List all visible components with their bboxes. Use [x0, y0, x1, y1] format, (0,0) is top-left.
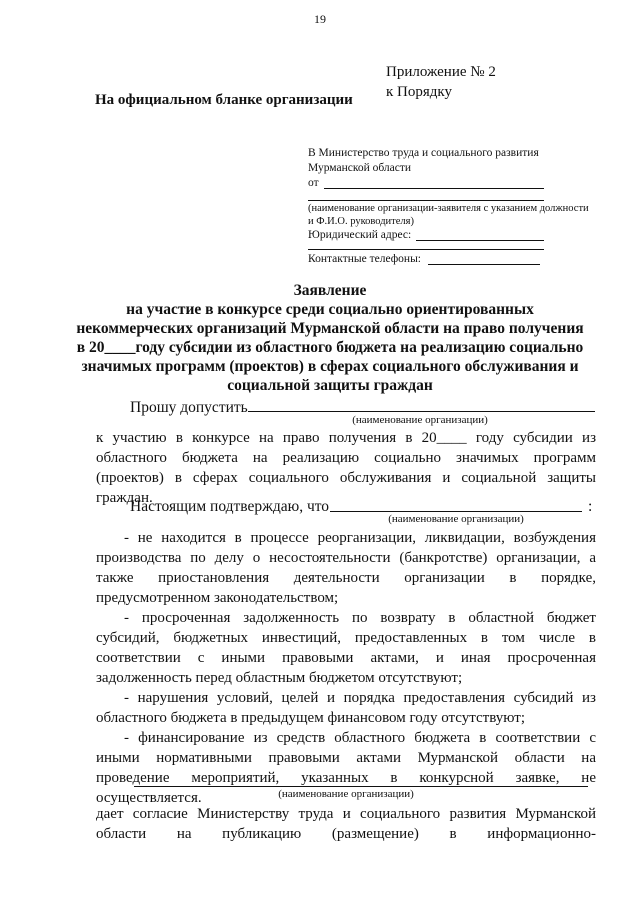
org-caption-1: (наименование организации) [352, 414, 488, 426]
para1-line2: областного бюджета на реализацию социально значимых программ [96, 450, 596, 466]
bullet2-line1: - просроченная задолженность по возврату в областной бюджет [124, 610, 596, 626]
para1-line3: (проектов) в сферах социального обслуживания и социальной защиты [96, 470, 596, 486]
confirm-label: Настоящим подтверждаю, что [130, 498, 330, 515]
page-number: 19 [314, 12, 326, 26]
statement-heading: Заявление [293, 282, 367, 299]
phones-label: Контактные телефоны: [308, 253, 421, 265]
bullet4-line1: - финансирование из средств областного бюджета в соответствии с [124, 730, 596, 746]
title-line2: некоммерческих организаций Мурманской области на право получения [76, 320, 584, 337]
para1-line4: граждан. [96, 490, 153, 506]
bullet1-line4: предусмотренном законодательством; [96, 590, 339, 606]
bullet3-line1: - нарушения условий, целей и порядка предоставления субсидий из [124, 690, 596, 706]
para1-line1: к участию в конкурсе на право получения в 20____ году субсидии из [96, 430, 596, 446]
appendix-line1: Приложение № 2 [386, 64, 496, 80]
bullet4-line4: осуществляется. [96, 790, 202, 806]
request-label: Прошу допустить [130, 399, 248, 416]
addressee-line1: В Министерство труда и социального развития [308, 147, 539, 159]
from-underline [324, 188, 544, 189]
bullet1-line3: также приостановления деятельности организации в порядке, [96, 570, 596, 586]
confirm-colon: : [588, 498, 593, 515]
bullet3-line2: областного бюджета в предыдущем финансовом году отсутствуют; [96, 710, 525, 726]
applicant-caption-line2: и Ф.И.О. руководителя) [308, 216, 414, 227]
consent-line2: области на публикацию (размещение) в информационно- [96, 826, 596, 842]
bullet2-line2: субсидий, бюджетных инвестиций, предоставленных в том числе в [96, 630, 596, 646]
bullet4-line3: проведение мероприятий, указанных в конкурсной заявке, не [96, 770, 596, 786]
legal-address-label: Юридический адрес: [308, 229, 412, 241]
consent-org-underline [134, 786, 588, 787]
legal-address-underline-2 [308, 249, 544, 250]
org-caption-2: (наименование организации) [388, 513, 524, 525]
request-underline [248, 411, 595, 412]
bullet4-line2: иными нормативными правовыми актами Мурманской области на [96, 750, 596, 766]
from-label: от [308, 177, 319, 189]
bullet2-line3: соответствии с иными правовыми актами, и иная просроченная [96, 650, 596, 666]
addressee-line2: Мурманской области [308, 162, 412, 174]
bullet1-line2: производства по делу о несостоятельности (банкротстве) организации, а [96, 550, 596, 566]
title-line3: в 20____году субсидии из областного бюджета на реализацию социально [76, 339, 584, 356]
title-line4: значимых программ (проектов) в сферах социального обслуживания и [81, 358, 579, 375]
org-caption-3: (наименование организации) [278, 788, 414, 800]
phones-underline [428, 264, 540, 265]
confirm-underline [330, 511, 582, 512]
legal-address-underline [416, 240, 544, 241]
bullet2-line4: задолженность перед областным бюджетом отсутствуют; [96, 670, 463, 686]
consent-line1: дает согласие Министерству труда и социального развития Мурманской [96, 806, 596, 822]
title-line5: социальной защиты граждан [227, 377, 433, 394]
letterhead-note: На официальном бланке организации [95, 92, 353, 108]
applicant-caption-line1: (наименование организации-заявителя с указанием должности [308, 203, 589, 214]
title-line1: на участие в конкурсе среди социально ориентированных [126, 301, 534, 318]
appendix-line2: к Порядку [386, 84, 452, 100]
bullet1-line1: - не находится в процессе реорганизации, ликвидации, возбуждения [124, 530, 596, 546]
